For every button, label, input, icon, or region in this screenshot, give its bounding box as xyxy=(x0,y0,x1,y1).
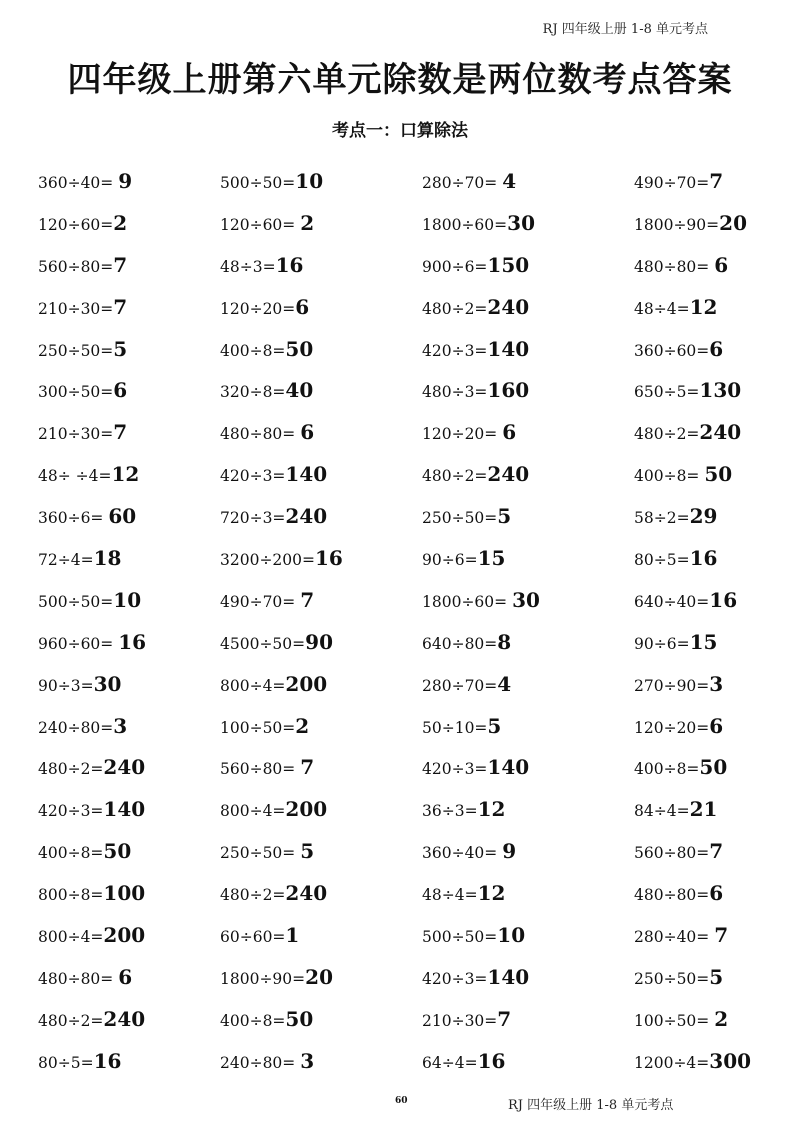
problem-answer: 4 xyxy=(502,168,517,193)
problem-expression: 80÷5= xyxy=(634,550,690,569)
problem-item xyxy=(634,881,778,905)
problem-item xyxy=(634,965,778,989)
problem-expression: 210÷30= xyxy=(422,1011,498,1030)
problem-expression: 280÷70= xyxy=(422,676,498,695)
problem-expression: 60÷60= xyxy=(220,927,286,946)
problem-answer: 2 xyxy=(113,210,128,235)
problem-item xyxy=(634,755,778,779)
problem-answer: 15 xyxy=(689,629,718,654)
problem-expression: 400÷8= xyxy=(634,760,700,779)
problem-answer: 1 xyxy=(285,922,300,947)
problem-expression: 100÷50= xyxy=(634,1011,715,1030)
problem-answer: 4 xyxy=(497,671,512,696)
problem-expression: 72÷4= xyxy=(38,550,94,569)
problem-item xyxy=(422,295,634,319)
problem-answer: 20 xyxy=(305,964,333,989)
problem-item xyxy=(422,630,634,654)
problem-answer: 6 xyxy=(709,336,724,361)
problem-item xyxy=(38,839,220,863)
problem-expression: 58÷2= xyxy=(634,509,690,528)
problem-item xyxy=(220,211,422,235)
problem-expression: 360÷6= xyxy=(38,509,109,528)
problem-item xyxy=(422,1007,634,1031)
problem-item xyxy=(422,714,634,738)
problem-expression: 36÷3= xyxy=(422,802,478,821)
problem-expression: 400÷8= xyxy=(38,844,104,863)
problem-expression: 650÷5= xyxy=(634,383,700,402)
page-header: RJ 四年级上册 1-8 单元考点 xyxy=(542,22,708,37)
problem-answer: 160 xyxy=(487,378,530,403)
problem-item xyxy=(634,169,778,193)
problem-expression: 240÷80= xyxy=(220,1053,301,1072)
problem-row xyxy=(38,411,778,453)
problem-expression: 400÷8= xyxy=(220,341,286,360)
problem-answer: 16 xyxy=(689,545,718,570)
problem-row xyxy=(38,621,778,663)
problem-item xyxy=(422,839,634,863)
problem-expression: 480÷2= xyxy=(422,299,488,318)
page-footer: RJ 四年级上册 1-8 单元考点 xyxy=(508,1098,674,1113)
problem-row xyxy=(38,788,778,830)
problem-item xyxy=(38,630,220,654)
problem-answer: 5 xyxy=(497,504,512,529)
problem-row xyxy=(38,1040,778,1082)
problem-expression: 90÷3= xyxy=(38,676,94,695)
problem-item xyxy=(634,420,778,444)
problem-answer: 60 xyxy=(108,504,137,529)
problem-item xyxy=(422,337,634,361)
problem-expression: 900÷6= xyxy=(422,257,488,276)
problem-answer: 7 xyxy=(709,839,724,864)
problem-item xyxy=(38,1007,220,1031)
problem-expression: 210÷30= xyxy=(38,425,114,444)
problem-item xyxy=(422,672,634,696)
problem-item xyxy=(220,546,422,570)
problem-answer: 140 xyxy=(487,755,530,780)
problem-row xyxy=(38,453,778,495)
problem-expression: 1800÷90= xyxy=(634,215,720,234)
problem-answer: 21 xyxy=(689,797,718,822)
problem-item xyxy=(422,253,634,277)
problem-expression: 560÷80= xyxy=(220,760,301,779)
problem-item xyxy=(38,295,220,319)
problem-expression: 800÷4= xyxy=(38,927,104,946)
problem-expression: 800÷4= xyxy=(220,802,286,821)
problem-expression: 360÷60= xyxy=(634,341,710,360)
problem-answer: 12 xyxy=(689,294,718,319)
problem-expression: 250÷50= xyxy=(220,844,301,863)
problem-answer: 3 xyxy=(300,1048,315,1073)
problem-answer: 90 xyxy=(305,629,333,654)
problem-item xyxy=(634,1049,778,1073)
problem-item xyxy=(634,714,778,738)
problem-expression: 400÷8= xyxy=(220,1011,286,1030)
problem-answer: 240 xyxy=(487,294,530,319)
problem-row xyxy=(38,579,778,621)
problem-expression: 270÷90= xyxy=(634,676,710,695)
problem-answer: 300 xyxy=(709,1048,752,1073)
problem-expression: 120÷20= xyxy=(220,299,296,318)
problem-item xyxy=(38,337,220,361)
problem-answer: 29 xyxy=(689,504,718,529)
problem-item xyxy=(38,923,220,947)
problem-item xyxy=(220,462,422,486)
problem-answer: 30 xyxy=(93,671,122,696)
problem-expression: 500÷50= xyxy=(220,173,296,192)
problem-row xyxy=(38,286,778,328)
problem-answer: 130 xyxy=(699,378,742,403)
problem-answer: 6 xyxy=(113,378,128,403)
problem-answer: 7 xyxy=(113,252,128,277)
problem-row xyxy=(38,998,778,1040)
problem-answer: 9 xyxy=(118,168,133,193)
problem-item xyxy=(422,211,634,235)
problem-expression: 480÷2= xyxy=(634,425,700,444)
problem-answer: 6 xyxy=(714,252,729,277)
problem-expression: 280÷40= xyxy=(634,927,715,946)
problem-item xyxy=(220,714,422,738)
problem-row xyxy=(38,746,778,788)
problem-row xyxy=(38,328,778,370)
problem-item xyxy=(634,797,778,821)
problem-item xyxy=(634,546,778,570)
problem-item xyxy=(38,420,220,444)
problem-answer: 7 xyxy=(709,168,724,193)
problem-item xyxy=(220,1007,422,1031)
problem-answer: 16 xyxy=(275,252,304,277)
problem-answer: 50 xyxy=(285,1006,314,1031)
problem-item xyxy=(38,504,220,528)
problem-expression: 400÷8= xyxy=(634,467,705,486)
problem-expression: 480÷3= xyxy=(422,383,488,402)
problem-expression: 960÷60= xyxy=(38,634,119,653)
problem-answer: 7 xyxy=(113,420,128,445)
problem-answer: 50 xyxy=(103,839,132,864)
problem-answer: 16 xyxy=(477,1048,506,1073)
problem-item xyxy=(38,546,220,570)
problem-answer: 3 xyxy=(709,671,724,696)
problem-answer: 16 xyxy=(709,587,738,612)
problem-expression: 90÷6= xyxy=(634,634,690,653)
problem-item xyxy=(220,839,422,863)
problem-expression: 210÷30= xyxy=(38,299,114,318)
problem-item xyxy=(38,253,220,277)
problem-expression: 250÷50= xyxy=(38,341,114,360)
problem-answer: 3 xyxy=(113,713,128,738)
problem-answer: 240 xyxy=(285,881,328,906)
problem-item xyxy=(422,546,634,570)
problem-expression: 3200÷200= xyxy=(220,550,316,569)
problem-answer: 30 xyxy=(507,210,535,235)
problem-answer: 12 xyxy=(477,881,506,906)
problem-expression: 360÷40= xyxy=(422,844,503,863)
problem-answer: 2 xyxy=(300,210,315,235)
problem-answer: 7 xyxy=(300,587,315,612)
problem-answer: 100 xyxy=(103,881,146,906)
problem-item xyxy=(220,253,422,277)
problem-expression: 480÷2= xyxy=(220,886,286,905)
problem-answer: 5 xyxy=(487,713,502,738)
problem-item xyxy=(422,923,634,947)
problem-item xyxy=(38,797,220,821)
problem-expression: 48÷ ÷4= xyxy=(38,467,112,486)
problem-item xyxy=(38,965,220,989)
problem-item xyxy=(38,672,220,696)
problem-expression: 420÷3= xyxy=(38,802,104,821)
problem-answer: 20 xyxy=(719,210,747,235)
problem-expression: 300÷50= xyxy=(38,383,114,402)
problem-expression: 50÷10= xyxy=(422,718,488,737)
problem-expression: 480÷2= xyxy=(38,1011,104,1030)
problem-expression: 360÷40= xyxy=(38,173,119,192)
problem-expression: 640÷80= xyxy=(422,634,498,653)
problem-grid xyxy=(38,160,778,1082)
problem-item xyxy=(38,1049,220,1073)
problem-item xyxy=(422,797,634,821)
problem-item xyxy=(634,462,778,486)
problem-answer: 9 xyxy=(502,839,517,864)
problem-item xyxy=(422,1049,634,1073)
problem-answer: 40 xyxy=(285,378,314,403)
problem-item xyxy=(634,923,778,947)
problem-item xyxy=(422,169,634,193)
problem-item xyxy=(422,504,634,528)
problem-row xyxy=(38,537,778,579)
problem-expression: 280÷70= xyxy=(422,173,503,192)
problem-expression: 48÷4= xyxy=(422,886,478,905)
problem-expression: 420÷3= xyxy=(422,760,488,779)
problem-answer: 6 xyxy=(709,713,724,738)
problem-answer: 16 xyxy=(118,629,147,654)
problem-item xyxy=(220,169,422,193)
problem-answer: 240 xyxy=(699,420,742,445)
problem-item xyxy=(220,420,422,444)
problem-answer: 16 xyxy=(315,545,343,570)
problem-answer: 10 xyxy=(497,922,526,947)
problem-expression: 800÷4= xyxy=(220,676,286,695)
problem-item xyxy=(220,630,422,654)
page-title: 四年级上册第六单元除数是两位数考点答案 xyxy=(67,60,733,100)
problem-answer: 7 xyxy=(714,922,729,947)
problem-item xyxy=(38,588,220,612)
problem-answer: 50 xyxy=(285,336,314,361)
problem-answer: 140 xyxy=(487,964,530,989)
problem-item xyxy=(38,462,220,486)
problem-expression: 800÷8= xyxy=(38,886,104,905)
problem-expression: 1200÷4= xyxy=(634,1053,710,1072)
problem-expression: 84÷4= xyxy=(634,802,690,821)
problem-item xyxy=(634,630,778,654)
problem-answer: 6 xyxy=(300,420,315,445)
problem-answer: 5 xyxy=(709,964,724,989)
problem-row xyxy=(38,914,778,956)
problem-expression: 560÷80= xyxy=(38,257,114,276)
problem-answer: 50 xyxy=(704,462,733,487)
problem-answer: 6 xyxy=(118,964,133,989)
problem-item xyxy=(634,672,778,696)
problem-expression: 320÷8= xyxy=(220,383,286,402)
problem-item xyxy=(634,839,778,863)
problem-answer: 8 xyxy=(497,629,512,654)
problem-answer: 7 xyxy=(497,1006,512,1031)
problem-expression: 420÷3= xyxy=(220,467,286,486)
problem-answer: 200 xyxy=(103,922,146,947)
problem-expression: 48÷3= xyxy=(220,257,276,276)
problem-item xyxy=(634,504,778,528)
problem-expression: 120÷60= xyxy=(220,215,301,234)
problem-row xyxy=(38,369,778,411)
problem-answer: 140 xyxy=(285,462,328,487)
problem-expression: 250÷50= xyxy=(422,509,498,528)
problem-row xyxy=(38,202,778,244)
problem-expression: 4500÷50= xyxy=(220,634,306,653)
problem-item xyxy=(634,1007,778,1031)
problem-item xyxy=(220,965,422,989)
problem-answer: 5 xyxy=(113,336,128,361)
problem-answer: 30 xyxy=(512,587,540,612)
problem-expression: 480÷80= xyxy=(634,886,710,905)
problem-row xyxy=(38,956,778,998)
problem-expression: 490÷70= xyxy=(220,592,301,611)
problem-answer: 6 xyxy=(502,420,517,445)
section-heading: 考点一：口算除法 xyxy=(332,121,468,141)
problem-expression: 120÷20= xyxy=(422,425,503,444)
problem-answer: 200 xyxy=(285,797,328,822)
problem-expression: 500÷50= xyxy=(38,592,114,611)
problem-item xyxy=(634,588,778,612)
problem-expression: 640÷40= xyxy=(634,592,710,611)
problem-answer: 18 xyxy=(93,545,122,570)
problem-item xyxy=(422,420,634,444)
problem-item xyxy=(422,755,634,779)
problem-answer: 6 xyxy=(709,881,724,906)
problem-row xyxy=(38,872,778,914)
problem-answer: 2 xyxy=(714,1006,729,1031)
page-number: 60 xyxy=(395,1096,408,1106)
problem-item xyxy=(220,504,422,528)
problem-item xyxy=(220,797,422,821)
problem-answer: 12 xyxy=(111,462,140,487)
problem-answer: 5 xyxy=(300,839,315,864)
problem-expression: 420÷3= xyxy=(422,969,488,988)
problem-expression: 1800÷60= xyxy=(422,215,508,234)
problem-expression: 720÷3= xyxy=(220,509,286,528)
problem-answer: 7 xyxy=(300,755,315,780)
problem-answer: 200 xyxy=(285,671,328,696)
problem-answer: 12 xyxy=(477,797,506,822)
problem-answer: 16 xyxy=(93,1048,122,1073)
problem-item xyxy=(220,378,422,402)
problem-item xyxy=(634,253,778,277)
problem-item xyxy=(220,588,422,612)
problem-item xyxy=(634,295,778,319)
problem-expression: 100÷50= xyxy=(220,718,296,737)
problem-item xyxy=(422,462,634,486)
problem-expression: 490÷70= xyxy=(634,173,710,192)
problem-answer: 140 xyxy=(487,336,530,361)
problem-answer: 10 xyxy=(295,168,324,193)
problem-item xyxy=(422,378,634,402)
problem-row xyxy=(38,830,778,872)
problem-expression: 480÷2= xyxy=(422,467,488,486)
problem-answer: 15 xyxy=(477,545,506,570)
problem-answer: 2 xyxy=(295,713,310,738)
problem-answer: 240 xyxy=(103,755,146,780)
problem-item xyxy=(634,337,778,361)
problem-expression: 480÷80= xyxy=(38,969,119,988)
problem-item xyxy=(220,755,422,779)
problem-row xyxy=(38,663,778,705)
problem-expression: 500÷50= xyxy=(422,927,498,946)
problem-expression: 1800÷90= xyxy=(220,969,306,988)
problem-item xyxy=(422,881,634,905)
problem-answer: 240 xyxy=(103,1006,146,1031)
problem-answer: 240 xyxy=(487,462,530,487)
problem-expression: 250÷50= xyxy=(634,969,710,988)
problem-expression: 1800÷60= xyxy=(422,592,513,611)
problem-expression: 80÷5= xyxy=(38,1053,94,1072)
problem-item xyxy=(38,211,220,235)
problem-expression: 480÷80= xyxy=(634,257,715,276)
problem-answer: 10 xyxy=(113,587,142,612)
problem-expression: 120÷20= xyxy=(634,718,710,737)
problem-expression: 48÷4= xyxy=(634,299,690,318)
problem-item xyxy=(634,211,778,235)
problem-expression: 560÷80= xyxy=(634,844,710,863)
problem-item xyxy=(220,672,422,696)
problem-item xyxy=(38,378,220,402)
problem-row xyxy=(38,495,778,537)
problem-item xyxy=(634,378,778,402)
problem-expression: 420÷3= xyxy=(422,341,488,360)
problem-expression: 90÷6= xyxy=(422,550,478,569)
problem-item xyxy=(422,965,634,989)
problem-item xyxy=(220,881,422,905)
problem-answer: 6 xyxy=(295,294,310,319)
problem-answer: 7 xyxy=(113,294,128,319)
problem-expression: 120÷60= xyxy=(38,215,114,234)
problem-expression: 480÷80= xyxy=(220,425,301,444)
problem-item xyxy=(220,337,422,361)
problem-row xyxy=(38,160,778,202)
problem-item xyxy=(220,1049,422,1073)
problem-expression: 240÷80= xyxy=(38,718,114,737)
problem-item xyxy=(38,755,220,779)
problem-answer: 240 xyxy=(285,504,328,529)
problem-item xyxy=(220,923,422,947)
problem-answer: 140 xyxy=(103,797,146,822)
problem-answer: 50 xyxy=(699,755,728,780)
problem-item xyxy=(422,588,634,612)
problem-item xyxy=(220,295,422,319)
problem-item xyxy=(38,714,220,738)
problem-answer: 150 xyxy=(487,252,530,277)
problem-item xyxy=(38,169,220,193)
problem-item xyxy=(38,881,220,905)
problem-row xyxy=(38,244,778,286)
problem-expression: 480÷2= xyxy=(38,760,104,779)
problem-row xyxy=(38,705,778,747)
problem-expression: 64÷4= xyxy=(422,1053,478,1072)
